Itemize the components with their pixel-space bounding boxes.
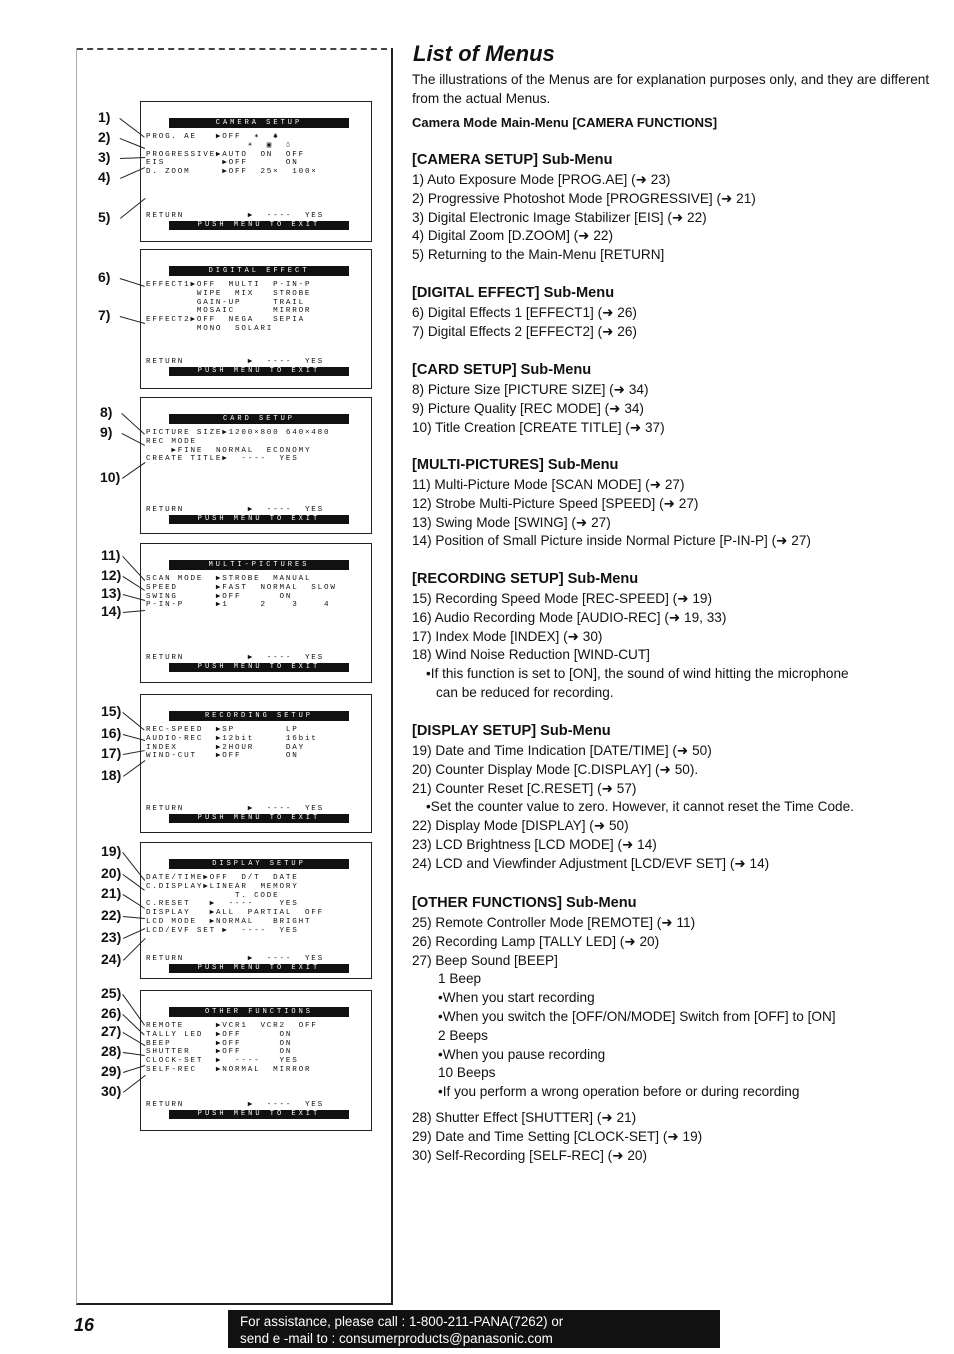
intro-text: The illustrations of the Menus are for explanation purposes only, and they are different from the actual Menus. <box>412 72 930 106</box>
menu-camera-setup <box>140 101 372 242</box>
menu-push-bar: PUSH MENU TO EXIT <box>169 367 349 376</box>
menu-return: RETURN ▶ ---- YES <box>146 955 325 963</box>
list-item: 3) Digital Electronic Image Stabilizer [EIS] (➜ 22) <box>412 209 707 225</box>
section-multi-pictures <box>412 457 811 551</box>
list-item: 16) Audio Recording Mode [AUDIO-REC] (➜ 19, 33) <box>412 609 727 625</box>
menu-header: RECORDING SETUP <box>169 711 349 721</box>
menu-push-bar: PUSH MENU TO EXIT <box>169 515 349 524</box>
callout-number: 25) <box>101 985 122 1001</box>
list-item: 28) Shutter Effect [SHUTTER] (➜ 21) <box>412 1109 637 1125</box>
callout-number: 4) <box>98 169 111 185</box>
menu-header: DISPLAY SETUP <box>169 859 349 869</box>
menu-display-setup <box>140 842 372 979</box>
callout-number: 26) <box>101 1005 122 1021</box>
menu-lines: SCAN MODE ▶STROBE MANUAL SPEED ▶FAST NORMAL SLOW SWING ▶OFF ON P-IN-P ▶1 2 3 4 <box>146 575 337 610</box>
callout-number: 12) <box>101 567 122 583</box>
menu-return: RETURN ▶ ---- YES <box>146 1101 325 1109</box>
section-card-setup <box>412 362 665 437</box>
footer-line: For assistance, please call : 1-800-211-PANA(7262) or <box>240 1314 564 1329</box>
list-item: •When you switch the [OFF/ON/MODE] Switch from [OFF] to [ON] <box>438 1008 836 1024</box>
menu-return: RETURN ▶ ---- YES <box>146 358 325 366</box>
menu-card-setup <box>140 397 372 534</box>
list-item: 25) Remote Controller Mode [REMOTE] (➜ 11) <box>412 915 696 930</box>
section-heading: [DISPLAY SETUP] Sub-Menu <box>412 723 611 739</box>
callout-number: 18) <box>101 767 122 783</box>
list-item: 18) Wind Noise Reduction [WIND-CUT] <box>412 647 650 663</box>
callout-number: 21) <box>101 885 122 901</box>
section-display-setup <box>412 723 854 874</box>
footer-line: send e -mail to : consumerproducts@panasonic.com <box>240 1331 553 1346</box>
list-item: 7) Digital Effects 2 [EFFECT2] (➜ 26) <box>412 323 637 339</box>
menu-lines: REMOTE ▶VCR1 VCR2 OFF TALLY LED ▶OFF ON BEEP ▶OFF ON SHUTTER ▶OFF ON CLOCK-SET ▶ ---- YES SELF-REC ▶NORMAL MIRROR <box>146 1022 318 1074</box>
list-item: 26) Recording Lamp [TALLY LED] (➜ 20) <box>412 933 660 949</box>
menu-header: CAMERA SETUP <box>169 118 349 128</box>
section-recording-setup <box>412 571 849 703</box>
section-heading: [MULTI-PICTURES] Sub-Menu <box>412 457 619 473</box>
callout-number: 9) <box>100 424 113 440</box>
section-heading: [RECORDING SETUP] Sub-Menu <box>412 571 639 587</box>
menu-lines: DATE/TIME▶OFF D/T DATE C.DISPLAY▶LINEAR MEMORY T. CODE C.RESET ▶ ---- YES DISPLAY ▶ALL PARTIAL OFF LCD MODE ▶NORMAL BRIGHT LCD/EVF SET ▶ ---- YES <box>146 874 325 935</box>
section-other-functions <box>412 895 836 1165</box>
list-item: •If you perform a wrong operation before or during recording <box>438 1084 800 1100</box>
list-item: 1 Beep <box>438 971 482 987</box>
list-item: 6) Digital Effects 1 [EFFECT1] (➜ 26) <box>412 305 637 320</box>
callout-number: 5) <box>98 209 111 225</box>
callout-number: 10) <box>100 469 121 485</box>
list-item: 14) Position of Small Picture inside Normal Picture [P-IN-P] (➜ 27) <box>412 533 811 549</box>
list-item: 12) Strobe Multi-Picture Speed [SPEED] (➜ 27) <box>412 495 699 511</box>
menu-header: OTHER FUNCTIONS <box>169 1007 349 1017</box>
list-item: 21) Counter Reset [C.RESET] (➜ 57) <box>412 780 637 796</box>
footer-contact-bar <box>228 1310 720 1348</box>
callout-number: 24) <box>101 951 122 967</box>
list-item: 9) Picture Quality [REC MODE] (➜ 34) <box>412 400 644 416</box>
list-item: can be reduced for recording. <box>436 684 614 700</box>
list-item: 24) LCD and Viewfinder Adjustment [LCD/EVF SET] (➜ 14) <box>412 855 770 871</box>
menu-push-bar: PUSH MENU TO EXIT <box>169 1110 349 1119</box>
list-item: 1) Auto Exposure Mode [PROG.AE] (➜ 23) <box>412 172 671 187</box>
list-item: •When you start recording <box>438 990 595 1006</box>
menu-return: RETURN ▶ ---- YES <box>146 212 325 220</box>
callout-number: 7) <box>98 307 111 323</box>
callout-number: 22) <box>101 907 122 923</box>
page-title: List of Menus <box>413 41 555 66</box>
callout-number: 23) <box>101 929 122 945</box>
menu-return: RETURN ▶ ---- YES <box>146 805 325 813</box>
menu-header: DIGITAL EFFECT <box>169 266 349 276</box>
menu-multi-pictures <box>140 543 372 683</box>
section-heading: [CAMERA SETUP] Sub-Menu <box>412 152 613 168</box>
callout-number: 15) <box>101 703 122 719</box>
menu-lines: REC-SPEED ▶SP LP AUDIO-REC ▶12bit 16bit INDEX ▶2HOUR DAY WIND-CUT ▶OFF ON <box>146 726 318 761</box>
menu-header: CARD SETUP <box>169 414 349 424</box>
callout-number: 28) <box>101 1043 122 1059</box>
page-number: 16 <box>74 1315 95 1335</box>
menu-lines: PICTURE SIZE▶1200×800 640×480 REC MODE ▶FINE NORMAL ECONOMY CREATE TITLE▶ ---- YES <box>146 429 331 464</box>
section-camera-setup <box>412 152 756 265</box>
list-item: 27) Beep Sound [BEEP] <box>412 952 558 968</box>
callout-number: 8) <box>100 404 113 420</box>
menu-return: RETURN ▶ ---- YES <box>146 506 325 514</box>
callout-number: 16) <box>101 725 122 741</box>
list-item: 19) Date and Time Indication [DATE/TIME] (➜ 50) <box>412 743 712 758</box>
callout-number: 29) <box>101 1063 122 1079</box>
callout-number: 1) <box>98 109 111 125</box>
menu-recording-setup <box>140 694 372 833</box>
list-item: 11) Multi-Picture Mode [SCAN MODE] (➜ 27) <box>412 477 685 492</box>
section-heading: [OTHER FUNCTIONS] Sub-Menu <box>412 895 637 911</box>
list-item: 23) LCD Brightness [LCD MODE] (➜ 14) <box>412 836 657 852</box>
section-heading: [DIGITAL EFFECT] Sub-Menu <box>412 285 615 301</box>
menu-digital-effect <box>140 249 372 389</box>
menu-return: RETURN ▶ ---- YES <box>146 654 325 662</box>
callout-number: 20) <box>101 865 122 881</box>
menu-lines: EFFECT1▶OFF MULTI P-IN-P WIPE MIX STROBE GAIN-UP TRAIL MOSAIC MIRROR EFFECT2▶OFF NEGA SEPIA MONO SOLARI <box>146 281 312 333</box>
menu-other-functions <box>140 990 372 1131</box>
menu-push-bar: PUSH MENU TO EXIT <box>169 964 349 973</box>
list-item: 2 Beeps <box>438 1027 488 1043</box>
menu-push-bar: PUSH MENU TO EXIT <box>169 221 349 230</box>
list-item: 17) Index Mode [INDEX] (➜ 30) <box>412 628 603 644</box>
callout-number: 3) <box>98 149 111 165</box>
callout-number: 14) <box>101 603 122 619</box>
callout-number: 17) <box>101 745 122 761</box>
menu-header: MULTI-PICTURES <box>169 560 349 570</box>
list-item: 10 Beeps <box>438 1065 496 1081</box>
menu-lines: PROG. AE ▶OFF ✶ ♣ ☀ ▣ ☃ PROGRESSIVE▶AUTO ON OFF EIS ▶OFF ON D. ZOOM ▶OFF 25× 100× <box>146 133 318 177</box>
list-item: 13) Swing Mode [SWING] (➜ 27) <box>412 514 611 530</box>
section-heading: [CARD SETUP] Sub-Menu <box>412 362 592 378</box>
menu-push-bar: PUSH MENU TO EXIT <box>169 814 349 823</box>
callout-number: 27) <box>101 1023 122 1039</box>
callout-number: 30) <box>101 1083 122 1099</box>
callout-number: 19) <box>101 843 122 859</box>
list-item: 5) Returning to the Main-Menu [RETURN] <box>412 247 665 263</box>
callout-number: 6) <box>98 269 111 285</box>
list-item: •If this function is set to [ON], the sound of wind hitting the microphone <box>426 666 849 682</box>
list-item: 8) Picture Size [PICTURE SIZE] (➜ 34) <box>412 382 649 397</box>
list-item: •Set the counter value to zero. However, it cannot reset the Time Code. <box>426 799 854 815</box>
list-item: 30) Self-Recording [SELF-REC] (➜ 20) <box>412 1147 648 1163</box>
main-menu-heading: Camera Mode Main-Menu [CAMERA FUNCTIONS] <box>412 115 718 130</box>
list-item: 22) Display Mode [DISPLAY] (➜ 50) <box>412 818 629 834</box>
list-item: 2) Progressive Photoshot Mode [PROGRESSIVE] (➜ 21) <box>412 190 756 206</box>
list-item: •When you pause recording <box>438 1046 606 1062</box>
list-item: 29) Date and Time Setting [CLOCK-SET] (➜ 19) <box>412 1128 703 1144</box>
callout-number: 11) <box>101 547 121 563</box>
list-item: 4) Digital Zoom [D.ZOOM] (➜ 22) <box>412 228 613 244</box>
list-item: 20) Counter Display Mode [C.DISPLAY] (➜ 50). <box>412 761 699 777</box>
section-digital-effect <box>412 285 637 342</box>
list-item: 15) Recording Speed Mode [REC-SPEED] (➜ 19) <box>412 591 713 606</box>
menu-push-bar: PUSH MENU TO EXIT <box>169 663 349 672</box>
list-item: 10) Title Creation [CREATE TITLE] (➜ 37) <box>412 419 665 435</box>
callout-number: 2) <box>98 129 111 145</box>
callout-number: 13) <box>101 585 122 601</box>
